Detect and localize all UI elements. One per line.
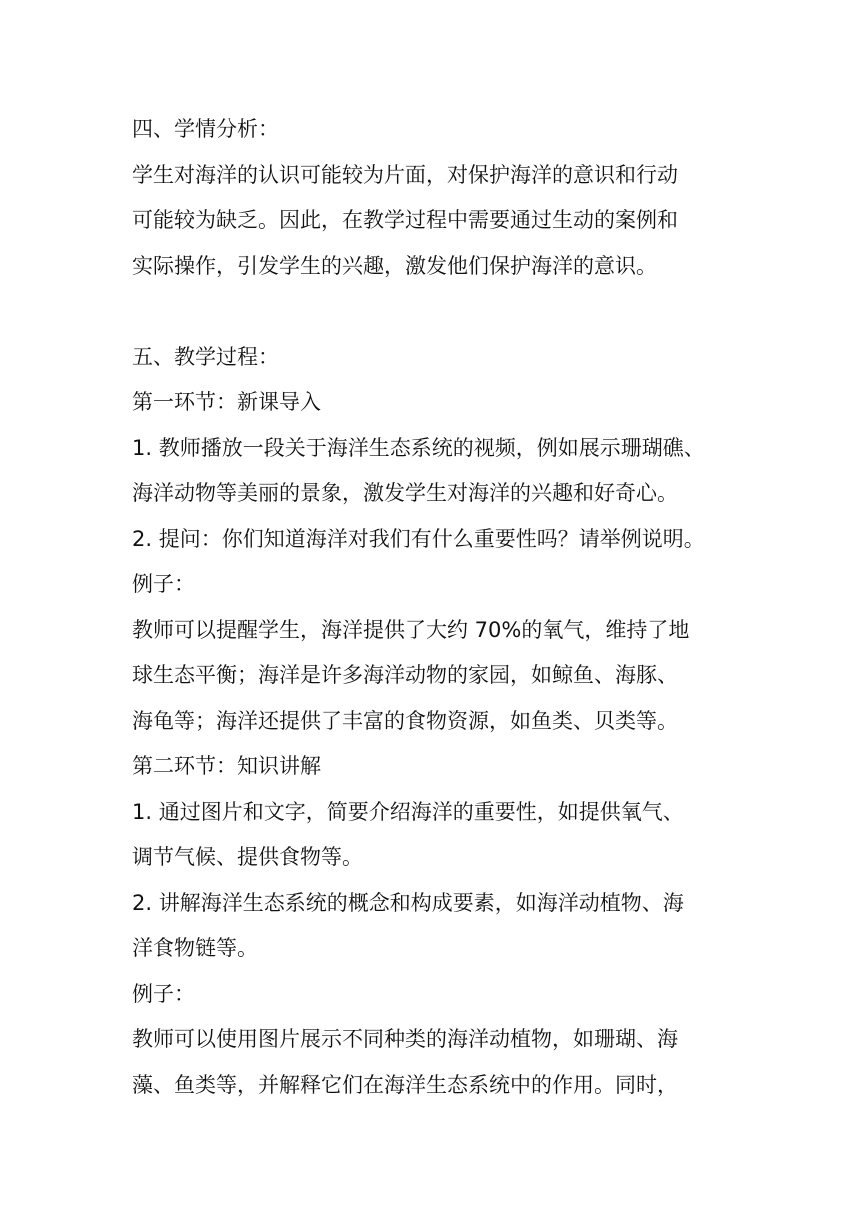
list-item-line: 1. 教师播放一段关于海洋生态系统的视频，例如展示珊瑚礁、 — [132, 435, 705, 460]
document-body — [132, 107, 742, 1108]
paragraph-line: 学生对海洋的认识可能较为片面，对保护海洋的意识和行动 — [132, 162, 678, 187]
paragraph-line: 海龟等；海洋还提供了丰富的食物资源，如鱼类、贝类等。 — [132, 708, 678, 733]
paragraph-line: 藻、鱼类等，并解释它们在海洋生态系统中的作用。同时， — [132, 1072, 678, 1097]
subsection-heading-knowledge: 第二环节：知识讲解 — [132, 754, 321, 778]
subsection-heading-intro: 第一环节：新课导入 — [132, 390, 321, 414]
list-item-line: 调节气候、提供食物等。 — [132, 845, 363, 869]
list-item-line: 2. 提问：你们知道海洋对我们有什么重要性吗？请举例说明。 — [132, 526, 705, 551]
paragraph-line: 实际操作，引发学生的兴趣，激发他们保护海洋的意识。 — [132, 253, 657, 278]
list-item-line: 1. 通过图片和文字，简要介绍海洋的重要性，如提供氧气、 — [132, 799, 684, 824]
example-label: 例子： — [132, 572, 195, 596]
list-item-line: 2. 讲解海洋生态系统的概念和构成要素，如海洋动植物、海 — [132, 890, 684, 915]
blank-line — [132, 289, 742, 335]
paragraph-line: 可能较为缺乏。因此，在教学过程中需要通过生动的案例和 — [132, 208, 678, 232]
list-item-line: 洋食物链等。 — [132, 936, 258, 960]
section-heading-teaching-process: 五、教学过程： — [132, 344, 279, 369]
paragraph-line: 教师可以使用图片展示不同种类的海洋动植物，如珊瑚、海 — [132, 1027, 678, 1051]
example-label: 例子： — [132, 981, 195, 1006]
section-heading-learning-analysis: 四、学情分析： — [132, 117, 279, 141]
paragraph-line: 教师可以提醒学生，海洋提供了大约 70%的氧气，维持了地 — [132, 617, 690, 642]
paragraph-line: 球生态平衡；海洋是许多海洋动物的家园，如鲸鱼、海豚、 — [132, 663, 678, 687]
list-item-line: 海洋动物等美丽的景象，激发学生对海洋的兴趣和好奇心。 — [132, 481, 678, 505]
